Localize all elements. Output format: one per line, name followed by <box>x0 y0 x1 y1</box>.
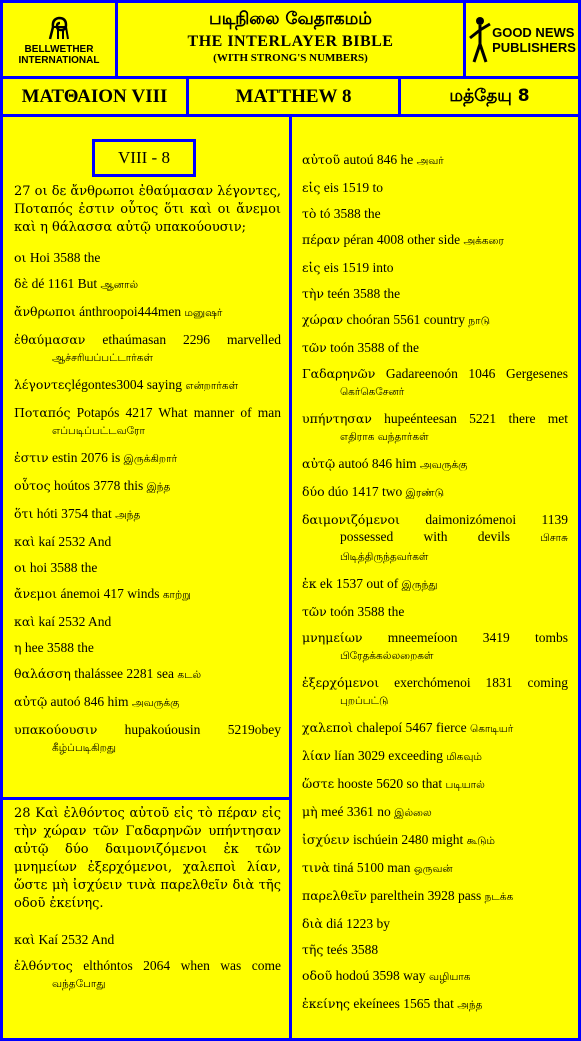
greek-word: εἰς <box>302 260 321 275</box>
word-gloss: hupakoúousin 5219obey <box>97 722 281 737</box>
chapter-tamil-text: மத்தேயு 8 <box>449 85 530 106</box>
word-entry <box>14 303 281 322</box>
greek-word: αὐτῷ <box>14 694 48 709</box>
word-entry <box>14 376 281 395</box>
greek-word: δύο <box>302 484 325 499</box>
tamil-gloss: இருக்கிறார் <box>123 453 178 465</box>
verse-28-greek-text: 28 Καὶ ἐλθόντος αὐτοῦ εἰς τὸ πέραν εἰς τὴν χώραν τῶν Γαδαρηνῶν υπήντησαν αὐτῷ δύο δαιμονιζόμενοι ἐκ τῶν μνημείων ἐξερχόμενοι, χαλεποὶ λίαν, ὥστε μὴ ἰσχύειν τινὰ παρελθεῖν διὰ τῆς οδοῦ ἐκείνης. <box>14 806 281 911</box>
greek-word: διὰ <box>302 916 323 931</box>
greek-word: αὐτοῦ <box>302 152 341 167</box>
tamil-gloss: அவர் <box>416 155 444 167</box>
chapter-greek <box>3 79 186 114</box>
word-gloss: légontes3004 saying <box>71 377 186 392</box>
right-logo-line2: PUBLISHERS <box>492 39 576 55</box>
right-logo-line1: GOOD NEWS <box>492 24 575 40</box>
word-entry <box>302 603 568 620</box>
word-entry <box>302 259 568 276</box>
word-entry <box>14 505 281 524</box>
title-english: THE INTERLAYER BIBLE <box>187 33 394 50</box>
greek-word: τὸ <box>302 206 317 221</box>
greek-word: οὗτος <box>14 478 51 493</box>
word-gloss: parelthein 3928 pass <box>366 888 485 903</box>
word-gloss: ek 1537 out of <box>316 576 402 591</box>
greek-word: καὶ <box>14 614 36 629</box>
word-entry <box>302 483 568 502</box>
greek-word: δὲ <box>14 276 29 291</box>
word-gloss: Kaí 2532 And <box>35 932 115 947</box>
greek-word: ἐθαύμασαν <box>14 332 86 347</box>
tamil-gloss: வழியாக <box>428 971 471 983</box>
word-gloss: estin 2076 is <box>48 450 124 465</box>
tamil-gloss: ஆனால் <box>100 279 139 291</box>
tamil-gloss: படியால் <box>445 779 485 791</box>
tamil-gloss: வந்தபோது <box>52 978 106 990</box>
word-entry <box>302 747 568 766</box>
word-entry <box>14 931 281 948</box>
tamil-gloss: இரண்டு <box>405 487 445 499</box>
word-entry <box>14 477 281 496</box>
word-entry <box>14 721 281 757</box>
word-gloss: elthóntos 2064 when was come <box>72 958 281 973</box>
word-gloss: hupeénteesan 5221 there met <box>371 411 568 426</box>
word-gloss: ischúein 2480 might <box>349 832 467 847</box>
greek-word: χώραν <box>302 312 344 327</box>
greek-word: τὴν <box>302 286 325 301</box>
tamil-gloss: பிசாசு பிடித்திருந்தவர்கள் <box>340 532 568 563</box>
word-entry <box>14 665 281 684</box>
word-gloss: eis 1519 to <box>320 180 384 195</box>
word-entry <box>14 585 281 604</box>
good-news-logo <box>466 3 578 76</box>
word-gloss: chalepoí 5467 fierce <box>353 720 471 735</box>
verse-28-word-list <box>14 931 281 993</box>
word-entry <box>14 613 281 630</box>
bellwether-logo <box>3 3 115 76</box>
word-entry <box>302 831 568 850</box>
word-entry <box>302 365 568 401</box>
word-gloss: ánthroopoi444men <box>75 304 185 319</box>
greek-word: λίαν <box>302 748 331 763</box>
word-entry <box>302 859 568 878</box>
tamil-gloss: இல்லை <box>394 807 432 819</box>
word-gloss: eis 1519 into <box>320 260 394 275</box>
greek-word: οι <box>14 250 27 265</box>
tamil-gloss: அவருக்கு <box>419 459 468 471</box>
word-entry <box>302 231 568 250</box>
word-gloss: exerchómenoi 1831 coming <box>379 675 568 690</box>
word-gloss: hooste 5620 so that <box>334 776 446 791</box>
word-entry <box>302 311 568 330</box>
greek-word: εἰς <box>302 180 321 195</box>
right-word-panel <box>292 117 578 1038</box>
word-entry <box>302 205 568 222</box>
word-gloss: tiná 5100 man <box>329 860 414 875</box>
greek-word: οδοῦ <box>302 968 333 983</box>
word-gloss: kaí 2532 And <box>35 534 112 549</box>
tamil-gloss: காற்று <box>162 589 191 601</box>
greek-word: πέραν <box>302 232 341 247</box>
tamil-gloss: அவருக்கு <box>131 697 180 709</box>
word-gloss: thalássee 2281 sea <box>70 666 178 681</box>
word-gloss: dé 1161 But <box>28 276 101 291</box>
tamil-gloss: நாடு <box>468 315 490 327</box>
word-entry <box>302 887 568 906</box>
tamil-gloss: புறப்பட்டு <box>340 695 389 707</box>
tamil-gloss: கடல் <box>177 669 202 681</box>
tamil-gloss: என்றார்கள் <box>185 380 239 392</box>
word-gloss: meé 3361 no <box>317 804 395 819</box>
greek-word: δαιμονιζόμενοι <box>302 512 400 527</box>
tamil-gloss: இருந்து <box>401 579 438 591</box>
tamil-gloss: அந்த <box>457 999 483 1011</box>
word-gloss: toón 3588 of the <box>326 340 419 355</box>
word-entry <box>14 533 281 550</box>
word-entry <box>302 967 568 986</box>
greek-word: χαλεποὶ <box>302 720 354 735</box>
word-gloss: hee 3588 the <box>21 640 94 655</box>
tamil-gloss: பிரேதக்கல்லறைகள் <box>340 650 434 662</box>
tamil-gloss: நடக்க <box>484 891 514 903</box>
verse-27-panel <box>3 117 289 797</box>
greek-word: τῆς <box>302 942 324 957</box>
greek-word: τῶν <box>302 340 327 355</box>
greek-word: υπήντησαν <box>302 411 372 426</box>
word-gloss: teés 3588 <box>323 942 379 957</box>
chapter-english <box>189 79 398 114</box>
word-entry <box>302 285 568 302</box>
word-entry <box>302 511 568 566</box>
word-gloss: teén 3588 the <box>324 286 401 301</box>
chapter-english-text: MATTHEW 8 <box>235 85 352 107</box>
word-gloss: kaí 2532 And <box>35 614 112 629</box>
word-entry <box>302 719 568 738</box>
tamil-gloss: கூடும் <box>466 835 495 847</box>
word-gloss: Potapós 4217 What manner of man <box>70 405 281 420</box>
tamil-gloss: ஆச்சரியப்பட்டார்கள் <box>52 352 153 364</box>
trumpet-figure-icon <box>468 14 492 64</box>
word-entry <box>302 803 568 822</box>
greek-word: Γαδαρηνῶν <box>302 366 376 381</box>
greek-word: αὐτῷ <box>302 456 336 471</box>
greek-word: ἐκ <box>302 576 317 591</box>
greek-word: ὅτι <box>14 506 34 521</box>
greek-word: ὥστε <box>302 776 335 791</box>
word-entry <box>14 449 281 468</box>
verse-27-greek-text: 27 οι δε ἄνθρωποι ἐθαύμασαν λέγοντες, Ποταπός ἐστιν οὗτος ὅτι καὶ οι ἄνεμοι καὶ η θάλασσα αὐτῷ υπακούουσιν; <box>14 184 281 235</box>
tamil-gloss: இந்த <box>146 481 171 493</box>
tamil-gloss: கீழ்ப்படிகிறது <box>52 742 117 754</box>
word-entry <box>302 775 568 794</box>
word-entry <box>14 249 281 266</box>
left-logo-line2: INTERNATIONAL <box>18 55 100 66</box>
tamil-gloss: ஒருவன் <box>413 863 453 875</box>
greek-word: η <box>14 640 22 655</box>
word-gloss: ethaúmasan 2296 marvelled <box>85 332 281 347</box>
word-entry <box>302 629 568 665</box>
word-entry <box>302 575 568 594</box>
word-entry <box>302 455 568 474</box>
verse-label: VIII - 8 <box>92 139 196 177</box>
greek-word: υπακούουσιν <box>14 722 98 737</box>
tamil-gloss: கெர்கெசேனர் <box>340 386 405 398</box>
verse-28-panel <box>3 800 289 1038</box>
word-gloss: tó 3588 the <box>316 206 381 221</box>
word-gloss: mneemeíoon 3419 tombs <box>362 630 568 645</box>
word-gloss: toón 3588 the <box>326 604 405 619</box>
greek-word: ἐλθόντος <box>14 958 73 973</box>
word-entry <box>14 559 281 576</box>
greek-word: ἄνεμοι <box>14 586 58 601</box>
tamil-gloss: அக்கரை <box>463 235 504 247</box>
tamil-gloss: எப்படிப்பட்டவரோ <box>52 425 145 437</box>
ram-logo-icon <box>44 13 74 43</box>
greek-word: ἐξερχόμενοι <box>302 675 380 690</box>
word-entry <box>302 941 568 958</box>
word-gloss: autoó 846 him <box>335 456 420 471</box>
greek-word: ἐκείνης <box>302 996 350 1011</box>
word-entry <box>14 275 281 294</box>
word-gloss: daimonizómenoi 1139 possessed with devils <box>340 512 568 544</box>
greek-word: παρελθεῖν <box>302 888 367 903</box>
tamil-gloss: அந்த <box>115 509 141 521</box>
word-entry <box>302 995 568 1014</box>
word-gloss: choóran 5561 country <box>343 312 469 327</box>
word-gloss: Hoi 3588 the <box>26 250 101 265</box>
word-entry <box>14 957 281 993</box>
word-entry <box>302 915 568 932</box>
word-gloss: hodoú 3598 way <box>332 968 429 983</box>
chapter-greek-text: ΜΑΤΘΑΙΟΝ VIII <box>21 85 168 107</box>
tamil-gloss: மனுஷர் <box>184 307 223 319</box>
word-entry <box>14 404 281 440</box>
verse-27-word-list <box>14 249 281 757</box>
right-word-list <box>302 151 568 1014</box>
word-gloss: ekeínees 1565 that <box>350 996 458 1011</box>
tamil-gloss: கொடியர் <box>470 723 514 735</box>
greek-word: θαλάσση <box>14 666 71 681</box>
word-gloss: autoú 846 he <box>340 152 417 167</box>
greek-word: τινὰ <box>302 860 330 875</box>
greek-word: ἄνθρωποι <box>14 304 76 319</box>
word-entry <box>302 674 568 710</box>
greek-word: καὶ <box>14 534 36 549</box>
word-gloss: hóti 3754 that <box>33 506 116 521</box>
word-gloss: dúo 1417 two <box>324 484 406 499</box>
tamil-gloss: எதிராக வந்தார்கள் <box>340 431 429 443</box>
greek-word: ἰσχύειν <box>302 832 350 847</box>
word-entry <box>302 151 568 170</box>
greek-word: Ποταπός <box>14 405 71 420</box>
greek-word: οι <box>14 560 27 575</box>
word-gloss: Gadareenoón 1046 Gergesenes <box>375 366 568 381</box>
word-gloss: hoi 3588 the <box>26 560 98 575</box>
left-logo-line1: BELLWETHER <box>24 44 94 55</box>
greek-word: ἐστιν <box>14 450 49 465</box>
word-gloss: diá 1223 by <box>322 916 390 931</box>
page-title-block <box>118 3 463 76</box>
greek-word: τῶν <box>302 604 327 619</box>
word-entry <box>14 693 281 712</box>
word-entry <box>14 639 281 656</box>
word-entry <box>302 410 568 446</box>
word-gloss: ánemoi 417 winds <box>57 586 163 601</box>
word-gloss: péran 4008 other side <box>340 232 464 247</box>
word-entry <box>302 179 568 196</box>
subtitle: (WITH STRONG'S NUMBERS) <box>213 52 368 64</box>
word-entry <box>302 339 568 356</box>
chapter-tamil <box>401 79 578 114</box>
word-gloss: hoútos 3778 this <box>50 478 147 493</box>
tamil-gloss: மிகவும் <box>446 751 482 763</box>
word-gloss: autoó 846 him <box>47 694 132 709</box>
title-tamil: படிநிலை வேதாகமம் <box>209 9 372 29</box>
greek-word: μὴ <box>302 804 318 819</box>
greek-word: καὶ <box>14 932 36 947</box>
word-entry <box>14 331 281 367</box>
greek-word: λέγοντες <box>14 377 72 392</box>
word-gloss: lían 3029 exceeding <box>330 748 447 763</box>
greek-word: μνημείων <box>302 630 363 645</box>
